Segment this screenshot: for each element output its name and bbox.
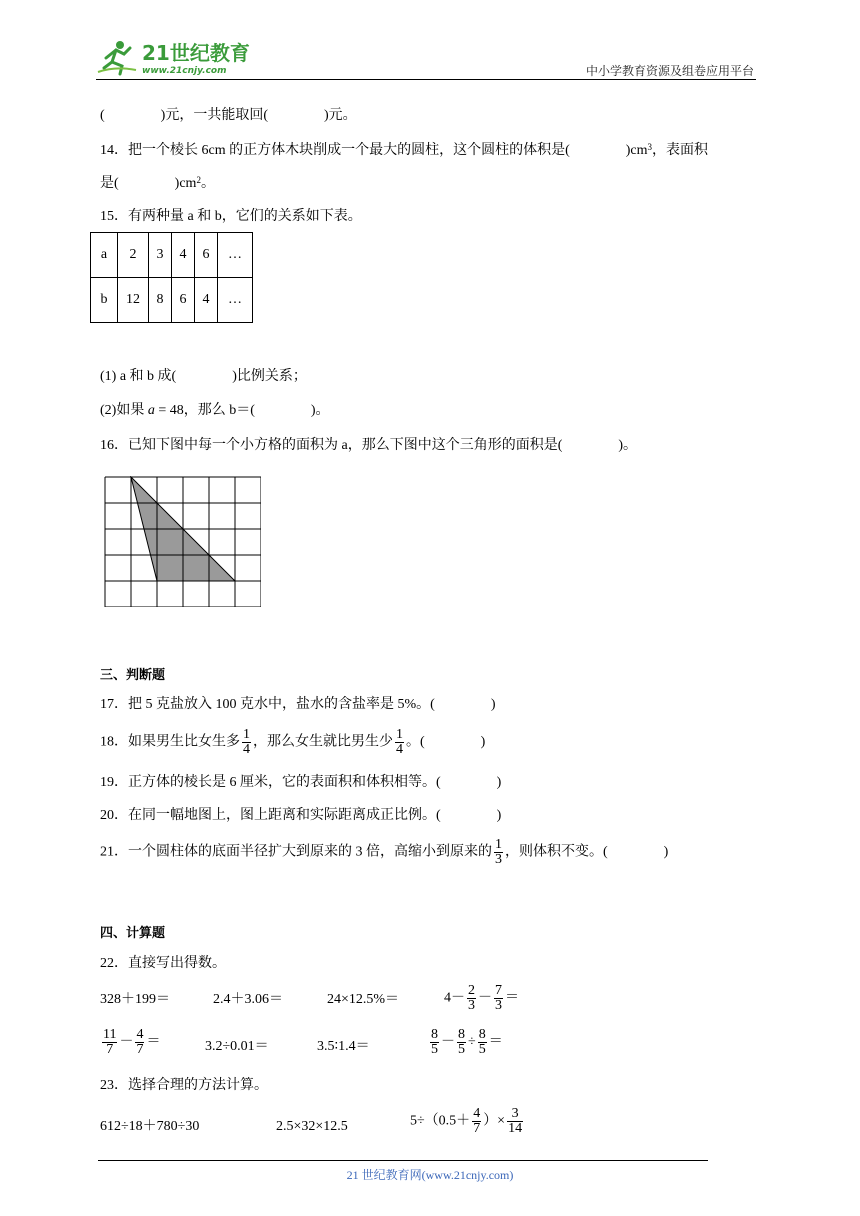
q13-tail: ( )元，一共能取回( )元。 [100, 108, 357, 123]
q23-e3-num-1: 4 [473, 1106, 481, 1121]
site-logo [96, 36, 256, 78]
section-calc-title: 四、计算题 [100, 926, 166, 941]
logo-text: 21世纪教育 [142, 41, 250, 65]
q18-text-c: 。( ) [406, 734, 486, 750]
q22-expr-7: 3.5∶1.4＝ [317, 1039, 370, 1054]
q20: 20．在同一幅地图上，图上距离和实际距离成正比例。( ) [100, 808, 502, 823]
q18-fraction-2 [395, 728, 404, 757]
q22-e5-eq: ＝ [146, 1034, 161, 1050]
q22-e8-num-2: 8 [458, 1027, 465, 1042]
table-cell: a [91, 233, 118, 278]
q14-text-a: 14．把一个棱长 6cm 的正方体木块削成一个最大的圆柱，这个圆柱的体积是( )cm [100, 143, 648, 158]
q14-text-c: 是( )cm [100, 176, 197, 191]
q22-expr-8 [428, 1028, 503, 1057]
q21-numerator: 1 [495, 837, 502, 852]
q22-e8-den-1: 5 [431, 1042, 438, 1057]
runner-icon [98, 41, 136, 74]
q22-e4-den-2: 3 [495, 998, 502, 1013]
q22-e8-frac-1 [430, 1028, 439, 1057]
q14-sup-3: 3 [647, 142, 653, 152]
q22-e5-frac-1 [102, 1028, 117, 1057]
q22-e8-den-2: 5 [458, 1042, 465, 1057]
q18-denominator-2: 4 [396, 742, 403, 757]
table-cell: 4 [195, 278, 218, 323]
section-judgement-title: 三、判断题 [100, 668, 166, 683]
q23-expr-1: 612÷18＋780÷30 [100, 1119, 200, 1134]
table-cell: 8 [149, 278, 172, 323]
q23-e3-op: ）× [483, 1113, 506, 1129]
table-cell: 6 [172, 278, 195, 323]
q22-e5-num-2: 4 [136, 1027, 144, 1042]
q22-e4-eq: ＝ [505, 990, 519, 1006]
table-cell: 4 [172, 233, 195, 278]
q23-e3-frac-1 [472, 1107, 481, 1136]
q15-stem: 15．有两种量 a 和 b，它们的关系如下表。 [100, 209, 362, 224]
q18-numerator-2: 1 [396, 727, 403, 742]
q22-expr-1: 328＋199＝ [100, 992, 170, 1007]
q17: 17．把 5 克盐放入 100 克水中，盐水的含盐率是 5%。( ) [100, 697, 496, 712]
q21-denominator: 3 [495, 852, 502, 867]
q21-text-b: ，则体积不变。( ) [505, 844, 669, 860]
q18-denominator: 4 [243, 742, 250, 757]
q18 [100, 728, 485, 757]
q21-fraction [494, 838, 503, 867]
q14-line2 [100, 174, 215, 194]
q22-e4-frac-1 [467, 984, 476, 1013]
table-cell: … [218, 278, 253, 323]
q23-e3-num-2: 3 [507, 1107, 523, 1122]
q14-text-b: ，表面积 [652, 143, 709, 158]
q16-stem: 16．已知下图中每一个小方格的面积为 a，那么下图中这个三角形的面积是( )。 [100, 438, 638, 453]
q23-expr-3 [410, 1107, 525, 1136]
q22-e4-op: － [478, 990, 492, 1006]
q22-e8-op-2: ÷ [468, 1034, 476, 1050]
header-divider [96, 79, 756, 80]
q23-e3-den-1: 7 [473, 1121, 481, 1136]
q22-e5-op: － [119, 1034, 134, 1050]
q22-e8-eq: ＝ [488, 1034, 503, 1050]
q16-grid-figure [104, 476, 261, 607]
q15-sub2 [100, 401, 330, 421]
q18-text-a: 18．如果男生比女生多 [100, 734, 240, 750]
q22-expr-3: 24×12.5%＝ [327, 992, 400, 1007]
q23-e3-den-2: 14 [508, 1121, 523, 1136]
q22-e5-den-1: 7 [106, 1042, 114, 1057]
q22-e5-den-2: 7 [136, 1042, 144, 1057]
q18-text-b: ，那么女生就比男生少 [253, 734, 393, 750]
q14-line1 [100, 141, 708, 161]
table-cell: 3 [149, 233, 172, 278]
footer-divider [98, 1160, 708, 1161]
table-cell: 6 [195, 233, 218, 278]
q21 [100, 838, 668, 867]
footer-text: 21 世纪教育网(www.21cnjy.com) [346, 1168, 514, 1182]
table-cell: b [91, 278, 118, 323]
q22-expr-4 [444, 984, 519, 1013]
q23-e3-text-a: 5÷（0.5＋ [410, 1113, 471, 1129]
q22-expr-5 [100, 1028, 160, 1057]
q22-expr-2: 2.4＋3.06＝ [213, 992, 283, 1007]
q18-numerator: 1 [243, 727, 250, 742]
q22-e8-op-1: － [441, 1034, 455, 1050]
q14-sup-2: 2 [196, 175, 201, 185]
q22-stem: 22．直接写出得数。 [100, 956, 226, 971]
table-row [91, 233, 253, 278]
q22-e5-frac-2 [135, 1028, 144, 1057]
q22-e8-num-3: 8 [478, 1027, 486, 1042]
q22-e8-num-1: 8 [431, 1027, 438, 1042]
q14-text-d: 。 [200, 176, 215, 191]
q22-e8-den-3: 5 [478, 1042, 486, 1057]
q15-sub2-var: a [147, 403, 155, 418]
table-cell: 2 [118, 233, 149, 278]
q22-e4-num-2: 7 [495, 983, 502, 998]
q22-e8-frac-2 [457, 1028, 466, 1057]
logo-url: www.21cnjy.com [142, 66, 227, 76]
q22-e4-num-1: 2 [468, 983, 475, 998]
q21-text-a: 21．一个圆柱体的底面半径扩大到原来的 3 倍，高缩小到原来的 [100, 844, 492, 860]
q22-e8-frac-3 [478, 1028, 487, 1057]
table-cell: … [218, 233, 253, 278]
q15-sub2-text-a: (2)如果 [100, 403, 148, 418]
q22-e5-num-1: 11 [103, 1027, 117, 1042]
q15-sub2-text-b: = 48，那么 b＝( )。 [154, 403, 330, 418]
q23-stem: 23．选择合理的方法计算。 [100, 1078, 268, 1093]
table-cell: 12 [118, 278, 149, 323]
q23-e3-frac-2 [507, 1107, 523, 1136]
q15-table [90, 232, 253, 323]
q22-e4-den-1: 3 [468, 998, 475, 1013]
q19: 19．正方体的棱长是 6 厘米，它的表面积和体积相等。( ) [100, 775, 502, 790]
table-row [91, 278, 253, 323]
header-platform-text: 中小学教育资源及组卷应用平台 [585, 64, 754, 78]
q22-e4-frac-2 [494, 984, 503, 1013]
q22-expr-6: 3.2÷0.01＝ [205, 1039, 269, 1054]
q15-sub1: (1) a 和 b 成( )比例关系； [100, 369, 307, 384]
q22-e4-text-a: 4－ [444, 990, 465, 1006]
q23-expr-2: 2.5×32×12.5 [276, 1119, 348, 1134]
q18-fraction [242, 728, 251, 757]
